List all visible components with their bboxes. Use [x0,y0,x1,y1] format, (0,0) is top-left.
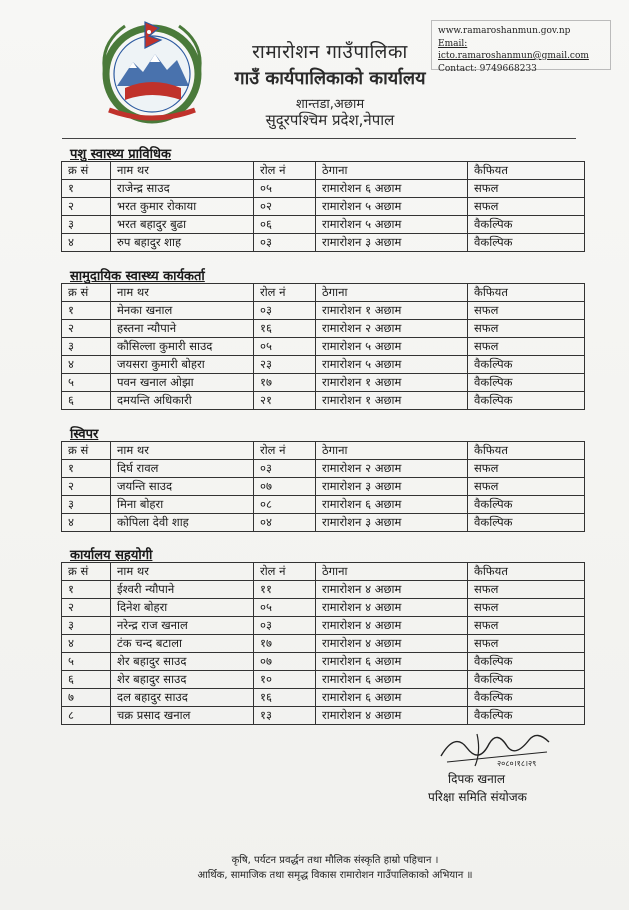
remark-cell: वैकल्पिक [468,496,585,514]
roll-cell: ०७ [254,478,316,496]
serial-cell: ७ [62,689,111,707]
address-cell: रामारोशन २ अछाम [316,320,468,338]
column-header: क्र सं [62,442,111,460]
header-divider [62,138,576,139]
table-row [62,180,585,198]
column-header: कैफियत [468,442,585,460]
table-row [62,689,585,707]
table-header-row [62,284,585,302]
roll-cell: १६ [254,689,316,707]
roll-cell: १३ [254,707,316,725]
table-row [62,460,585,478]
column-header: कैफियत [468,162,585,180]
address-cell: रामारोशन १ अछाम [316,302,468,320]
roll-cell: ०३ [254,302,316,320]
serial-cell: ८ [62,707,111,725]
table-row [62,671,585,689]
table-row [62,302,585,320]
column-header: रोल नं [254,284,316,302]
remark-cell: सफल [468,302,585,320]
roll-cell: १६ [254,320,316,338]
results-table [61,161,585,252]
results-table [61,283,585,410]
column-header: रोल नं [254,162,316,180]
roll-cell: ०७ [254,653,316,671]
results-table [61,562,585,725]
roll-cell: ०३ [254,234,316,252]
serial-cell: १ [62,460,111,478]
serial-cell: ३ [62,617,111,635]
table-row [62,496,585,514]
roll-cell: १७ [254,635,316,653]
roll-cell: २३ [254,356,316,374]
column-header: रोल नं [254,442,316,460]
office-name: गाउँ कार्यपालिकाको कार्यालय [234,68,426,89]
roll-cell: ०२ [254,198,316,216]
remark-cell: वैकल्पिक [468,514,585,532]
address-cell: रामारोशन ३ अछाम [316,514,468,532]
table-row [62,320,585,338]
remark-cell: सफल [468,338,585,356]
column-header: क्र सं [62,162,111,180]
remark-cell: वैकल्पिक [468,234,585,252]
table-row [62,198,585,216]
table-row [62,653,585,671]
serial-cell: ३ [62,338,111,356]
remark-cell: सफल [468,478,585,496]
contact-website: www.ramaroshanmun.gov.np [438,26,571,36]
name-cell: कौसिल्ला कुमारी साउद [111,338,254,356]
name-cell: पवन खनाल ओझा [111,374,254,392]
serial-cell: ४ [62,514,111,532]
address-cell: रामारोशन ५ अछाम [316,356,468,374]
remark-cell: सफल [468,581,585,599]
address-cell: रामारोशन १ अछाम [316,374,468,392]
serial-cell: ३ [62,496,111,514]
province-name: सुदूरपश्चिम प्रदेश,नेपाल [265,111,395,129]
name-cell: नरेन्द्र राज खनाल [111,617,254,635]
name-cell: कोपिला देवी शाह [111,514,254,532]
address-cell: रामारोशन ४ अछाम [316,617,468,635]
column-header: क्र सं [62,563,111,581]
name-cell: शेर बहादुर साउद [111,671,254,689]
section-title: सामुदायिक स्वास्थ्य कार्यकर्ता [70,269,205,284]
address-cell: रामारोशन ४ अछाम [316,599,468,617]
roll-cell: २१ [254,392,316,410]
table-row [62,392,585,410]
name-cell: रुप बहादुर शाह [111,234,254,252]
name-cell: शेर बहादुर साउद [111,653,254,671]
table-row [62,216,585,234]
table-header-row [62,563,585,581]
contact-box [431,20,611,74]
name-cell: मेनका खनाल [111,302,254,320]
serial-cell: १ [62,180,111,198]
municipality-name: रामारोशन गाउँपालिका [252,41,408,63]
serial-cell: ४ [62,234,111,252]
roll-cell: ०५ [254,180,316,198]
name-cell: भरत बहादुर बुढा [111,216,254,234]
column-header: नाम थर [111,442,254,460]
roll-cell: ११ [254,581,316,599]
table-row [62,617,585,635]
remark-cell: सफल [468,617,585,635]
name-cell: भरत कुमार रोकाया [111,198,254,216]
remark-cell: सफल [468,320,585,338]
remark-cell: वैकल्पिक [468,689,585,707]
name-cell: ईश्वरी न्यौपाने [111,581,254,599]
section-title: स्विपर [70,427,99,442]
remark-cell: सफल [468,599,585,617]
remark-cell: वैकल्पिक [468,374,585,392]
roll-cell: १७ [254,374,316,392]
contact-email: Email: icto.ramaroshanmun@gmail.com [438,38,589,61]
address-cell: रामारोशन ५ अछाम [316,216,468,234]
table-row [62,478,585,496]
roll-cell: १० [254,671,316,689]
contact-phone: Contact: 9749668233 [438,63,537,74]
remark-cell: सफल [468,460,585,478]
nepal-emblem-icon [95,14,210,126]
remark-cell: वैकल्पिक [468,392,585,410]
results-table [61,441,585,532]
name-cell: हस्तना न्यौपाने [111,320,254,338]
table-row [62,599,585,617]
name-cell: मिना बोहरा [111,496,254,514]
name-cell: दिर्घ रावल [111,460,254,478]
address-cell: रामारोशन ५ अछाम [316,198,468,216]
address-cell: रामारोशन ३ अछाम [316,234,468,252]
remark-cell: वैकल्पिक [468,671,585,689]
roll-cell: ०८ [254,496,316,514]
serial-cell: १ [62,302,111,320]
footer-mission: आर्थिक, सामाजिक तथा समृद्ध विकास रामारोशन गाउँपालिकाको अभियान ॥ [197,870,473,881]
footer-slogan: कृषि, पर्यटन प्रवर्द्धन तथा मौलिक संस्कृति हाम्रो पहिचान । [231,855,439,866]
signature-scribble [437,722,557,770]
column-header: कैफियत [468,563,585,581]
column-header: नाम थर [111,284,254,302]
column-header: ठेगाना [316,284,468,302]
remark-cell: सफल [468,198,585,216]
remark-cell: वैकल्पिक [468,356,585,374]
address-cell: रामारोशन ४ अछाम [316,707,468,725]
address-cell: रामारोशन ६ अछाम [316,180,468,198]
column-header: नाम थर [111,162,254,180]
section-title: कार्यालय सहयोगी [70,548,153,563]
signatory-name: दिपक खनाल [448,772,506,786]
remark-cell: सफल [468,180,585,198]
table-header-row [62,162,585,180]
column-header: नाम थर [111,563,254,581]
address-cell: रामारोशन ४ अछाम [316,635,468,653]
address-cell: रामारोशन ६ अछाम [316,671,468,689]
column-header: ठेगाना [316,563,468,581]
table-header-row [62,442,585,460]
table-row [62,635,585,653]
name-cell: जयन्ति साउद [111,478,254,496]
roll-cell: ०५ [254,599,316,617]
section-title: पशु स्वास्थ्य प्राविधिक [70,147,171,162]
serial-cell: ३ [62,216,111,234]
remark-cell: वैकल्पिक [468,707,585,725]
serial-cell: ६ [62,392,111,410]
address-cell: रामारोशन १ अछाम [316,392,468,410]
column-header: क्र सं [62,284,111,302]
address-cell: रामारोशन ६ अछाम [316,653,468,671]
serial-cell: ५ [62,374,111,392]
table-row [62,514,585,532]
name-cell: राजेन्द्र साउद [111,180,254,198]
name-cell: दमयन्ति अधिकारी [111,392,254,410]
table-row [62,356,585,374]
name-cell: टंक चन्द बटाला [111,635,254,653]
address-cell: रामारोशन ४ अछाम [316,581,468,599]
address-cell: रामारोशन ५ अछाम [316,338,468,356]
column-header: ठेगाना [316,162,468,180]
serial-cell: ५ [62,653,111,671]
roll-cell: ०३ [254,617,316,635]
roll-cell: ०६ [254,216,316,234]
signature-date: २०८०।१८।२९ [497,759,537,768]
serial-cell: ६ [62,671,111,689]
serial-cell: २ [62,198,111,216]
serial-cell: ४ [62,356,111,374]
roll-cell: ०५ [254,338,316,356]
remark-cell: वैकल्पिक [468,653,585,671]
column-header: रोल नं [254,563,316,581]
address-cell: रामारोशन ३ अछाम [316,478,468,496]
roll-cell: ०४ [254,514,316,532]
serial-cell: २ [62,320,111,338]
address-cell: रामारोशन ६ अछाम [316,689,468,707]
address-cell: रामारोशन २ अछाम [316,460,468,478]
address-cell: रामारोशन ६ अछाम [316,496,468,514]
table-row [62,374,585,392]
serial-cell: २ [62,478,111,496]
signatory-role: परिक्षा समिति संयोजक [428,790,527,804]
table-row [62,581,585,599]
serial-cell: २ [62,599,111,617]
remark-cell: सफल [468,635,585,653]
name-cell: दिनेश बोहरा [111,599,254,617]
column-header: कैफियत [468,284,585,302]
office-location: शान्तडा,अछाम [295,97,365,112]
serial-cell: ४ [62,635,111,653]
table-row [62,234,585,252]
roll-cell: ०३ [254,460,316,478]
table-row [62,338,585,356]
name-cell: चक्र प्रसाद खनाल [111,707,254,725]
column-header: ठेगाना [316,442,468,460]
remark-cell: वैकल्पिक [468,216,585,234]
name-cell: जयसरा कुमारी बोहरा [111,356,254,374]
name-cell: दल बहादुर साउद [111,689,254,707]
serial-cell: १ [62,581,111,599]
